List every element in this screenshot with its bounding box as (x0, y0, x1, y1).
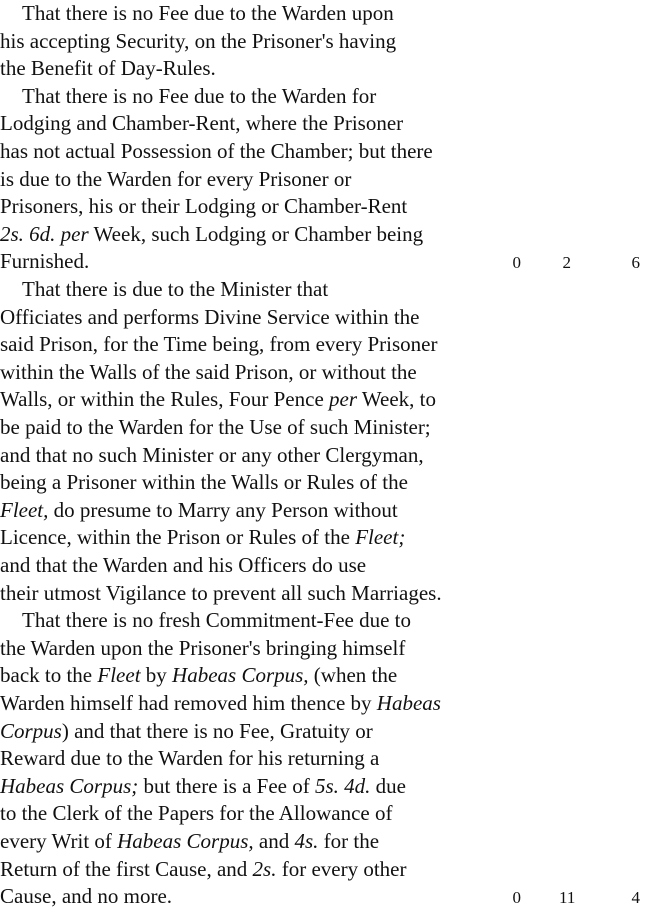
text-line (0, 580, 442, 607)
text-line (0, 690, 441, 717)
text-run: Warden himself had removed him thence by (0, 691, 377, 715)
italic-text: Corpus (0, 718, 62, 743)
italic-text: per (329, 387, 358, 412)
text-line (0, 386, 436, 413)
text-run: back to the (0, 663, 98, 688)
text-run: Week, such Lodging or Chamber being (88, 221, 424, 246)
text-line (22, 0, 394, 27)
text-line (0, 359, 417, 386)
italic-text: Fleet (97, 663, 141, 688)
text-run: for the (318, 829, 380, 853)
italic-text: 5s. 4d. (314, 773, 371, 798)
text-line (0, 442, 424, 469)
text-run: the Benefit of Day-Rules. (0, 56, 216, 81)
text-run: to the Clerk of the Papers for the Allowance of (0, 801, 393, 826)
italic-text: Habeas Corpus, (172, 663, 309, 688)
text-line (0, 138, 433, 165)
text-run: by (140, 663, 173, 688)
text-line (0, 331, 437, 358)
text-run: and (253, 829, 295, 853)
italic-text: 2s. (252, 856, 277, 881)
text-line (22, 83, 376, 110)
text-run: has not actual Possession of the Chamber; but there (0, 139, 433, 163)
italic-text: Habeas Corpus; (0, 773, 139, 798)
text-run: Prisoners, his or their Lodging or Chamber-Rent (0, 194, 408, 219)
text-line (0, 635, 405, 662)
text-line (0, 745, 379, 772)
text-run: Lodging and Chamber-Rent, where the Prisoner (0, 111, 404, 136)
text-line (0, 304, 420, 331)
text-run: That there is no Fee due to the Warden for (22, 83, 377, 108)
text-run: be paid to the Warden for the Use of such Minister; (0, 415, 431, 439)
italic-text: 2s. 6d. per (0, 221, 89, 246)
text-run: and that no such Minister or any other Clergyman, (0, 442, 424, 467)
text-line (0, 773, 406, 800)
text-run: being a Prisoner within the Walls or Rules of the (0, 470, 408, 495)
text-run: for every other (276, 856, 407, 881)
text-run: Return of the first Cause, and (0, 856, 253, 881)
amount-pounds: 0 (512, 253, 521, 273)
amount-pence: 4 (631, 888, 640, 908)
text-line (0, 524, 405, 551)
text-run: the Warden upon the Prisoner's bringing himself (0, 635, 406, 660)
text-line (0, 414, 431, 441)
text-run: That there is no Fee due to the Warden upon (22, 1, 394, 25)
text-line (0, 28, 396, 55)
text-line (0, 497, 398, 524)
text-run: every Writ of (0, 829, 118, 853)
text-run: ) and that there is no Fee, Gratuity or (61, 718, 373, 743)
text-run: Cause, and no more. (0, 884, 173, 909)
italic-text: Fleet, (0, 497, 49, 522)
text-line (0, 718, 373, 745)
text-run: Walls, or within the Rules, Four Pence (0, 387, 330, 412)
text-line (0, 166, 351, 193)
text-line (0, 55, 216, 82)
text-line (0, 800, 392, 827)
amount-pence: 6 (631, 253, 640, 273)
text-run: (when the (308, 663, 398, 688)
italic-text: Habeas (376, 691, 441, 715)
text-run: his accepting Security, on the Prisoner's having (0, 28, 397, 53)
text-line (0, 856, 407, 883)
text-run: do presume to Marry any Person without (48, 497, 398, 522)
text-run: their utmost Vigilance to prevent all such Marriages. (0, 580, 442, 605)
text-run: Week, to (357, 387, 437, 412)
text-line (0, 193, 407, 220)
text-line (0, 221, 423, 248)
text-line (0, 469, 408, 496)
text-line (0, 552, 366, 579)
text-line (0, 110, 403, 137)
text-run: Licence, within the Prison or Rules of the (0, 525, 356, 550)
text-run: is due to the Warden for every Prisoner or (0, 166, 352, 191)
text-run: due (370, 773, 406, 798)
text-line (0, 662, 397, 689)
text-line (0, 828, 379, 855)
text-run: Furnished. (0, 249, 90, 274)
text-run: within the Walls of the said Prison, or without the (0, 359, 417, 384)
italic-text: Fleet; (355, 525, 406, 550)
italic-text: Habeas Corpus, (117, 829, 254, 853)
text-run: Reward due to the Warden for his returning a (0, 746, 380, 771)
text-run: That there is no fresh Commitment-Fee due to (22, 608, 411, 633)
text-run: and that the Warden and his Officers do use (0, 553, 367, 577)
amount-shillings: 11 (559, 888, 576, 908)
italic-text: 4s. (294, 829, 319, 853)
text-line (22, 607, 411, 634)
text-run: Officiates and performs Divine Service within the (0, 304, 420, 329)
text-run: That there is due to the Minister that (22, 277, 329, 301)
amount-shillings: 2 (562, 253, 571, 273)
text-run: but there is a Fee of (138, 773, 315, 798)
amount-pounds: 0 (512, 888, 521, 908)
text-line (0, 883, 172, 910)
text-run: said Prison, for the Time being, from every Prisoner (0, 332, 438, 357)
text-line (0, 248, 89, 275)
text-line (22, 276, 328, 303)
